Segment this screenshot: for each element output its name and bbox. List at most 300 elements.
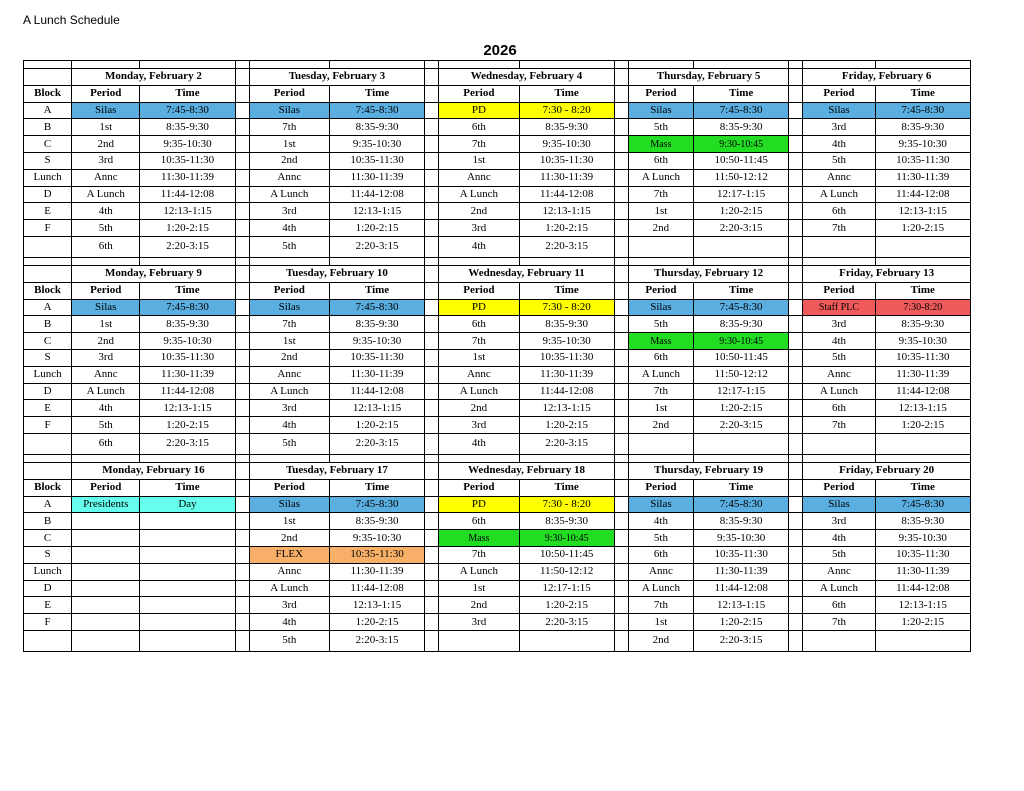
time-cell: 12:13-1:15 <box>140 400 235 417</box>
period-cell: 5th <box>803 349 875 366</box>
period-header: Period <box>72 85 140 102</box>
gap-cell <box>789 152 803 169</box>
time-cell: 2:20-3:15 <box>329 433 424 454</box>
period-cell: 4th <box>439 433 519 454</box>
gap-cell <box>235 614 249 631</box>
gap-cell <box>425 220 439 237</box>
period-cell: Mass <box>628 333 693 350</box>
corner-cell <box>24 69 72 86</box>
time-cell: 11:50-12:12 <box>519 563 614 580</box>
gap-cell <box>425 513 439 530</box>
gap-cell <box>235 383 249 400</box>
time-header: Time <box>329 282 424 299</box>
period-cell: 6th <box>439 316 519 333</box>
period-cell: 7th <box>803 614 875 631</box>
gap-cell <box>789 597 803 614</box>
time-cell: 10:35-11:30 <box>519 349 614 366</box>
time-cell: 10:35-11:30 <box>140 152 235 169</box>
time-cell <box>140 597 235 614</box>
gap-cell <box>235 102 249 119</box>
spacer-cell <box>519 257 614 265</box>
day-heading: Monday, February 2 <box>72 69 236 86</box>
day-heading: Monday, February 9 <box>72 265 236 282</box>
time-cell: 11:30-11:39 <box>329 563 424 580</box>
schedule-row <box>24 236 971 257</box>
period-cell: 1st <box>628 614 693 631</box>
period-cell: Mass <box>628 136 693 153</box>
time-header: Time <box>140 85 235 102</box>
period-cell: Annc <box>72 366 140 383</box>
time-cell: 9:35-10:30 <box>519 136 614 153</box>
gap-cell <box>425 479 439 496</box>
gap-cell <box>614 546 628 563</box>
time-cell: 8:35-9:30 <box>519 513 614 530</box>
time-cell: 11:30-11:39 <box>519 169 614 186</box>
spacer-cell <box>789 257 803 265</box>
period-cell: Annc <box>803 366 875 383</box>
time-cell: 7:45-8:30 <box>694 496 789 513</box>
period-cell: 5th <box>803 546 875 563</box>
day-heading: Tuesday, February 17 <box>249 462 425 479</box>
block-cell: A <box>24 102 72 119</box>
schedule-row <box>24 580 971 597</box>
gap-cell <box>425 462 439 479</box>
time-cell: 9:30-10:45 <box>694 333 789 350</box>
schedule-row <box>24 349 971 366</box>
period-cell: A Lunch <box>72 383 140 400</box>
gap-cell <box>614 299 628 316</box>
corner-cell <box>24 462 72 479</box>
time-cell: 1:20-2:15 <box>140 417 235 434</box>
time-cell: 11:30-11:39 <box>875 169 970 186</box>
schedule-row <box>24 220 971 237</box>
spacer-row <box>24 61 971 69</box>
period-cell: 1st <box>439 349 519 366</box>
time-cell <box>140 513 235 530</box>
time-cell: 11:44-12:08 <box>875 580 970 597</box>
time-cell <box>140 546 235 563</box>
schedule-row <box>24 530 971 547</box>
gap-cell <box>425 119 439 136</box>
period-cell: A Lunch <box>249 580 329 597</box>
period-cell: 2nd <box>249 530 329 547</box>
schedule-row <box>24 299 971 316</box>
gap-cell <box>235 333 249 350</box>
gap-cell <box>614 513 628 530</box>
block-cell: C <box>24 136 72 153</box>
gap-cell <box>614 530 628 547</box>
schedule-row <box>24 630 971 651</box>
period-cell: 2nd <box>249 349 329 366</box>
gap-cell <box>789 462 803 479</box>
day-header-row <box>24 265 971 282</box>
period-cell: 2nd <box>72 333 140 350</box>
time-cell: 2:20-3:15 <box>694 417 789 434</box>
time-cell: 10:35-11:30 <box>329 349 424 366</box>
period-cell: Annc <box>803 563 875 580</box>
spacer-cell <box>803 454 875 462</box>
spacer-cell <box>694 257 789 265</box>
time-cell: 1:20-2:15 <box>140 220 235 237</box>
time-cell: 9:35-10:30 <box>694 530 789 547</box>
time-cell: 9:35-10:30 <box>875 136 970 153</box>
period-cell: 7th <box>439 333 519 350</box>
day-heading: Tuesday, February 10 <box>249 265 425 282</box>
gap-cell <box>789 417 803 434</box>
period-cell: 1st <box>439 152 519 169</box>
time-cell: 1:20-2:15 <box>329 220 424 237</box>
schedule-row <box>24 433 971 454</box>
time-cell: 11:30-11:39 <box>875 563 970 580</box>
period-cell: 7th <box>628 383 693 400</box>
time-cell: 2:20-3:15 <box>329 630 424 651</box>
period-cell: A Lunch <box>249 383 329 400</box>
period-cell: 6th <box>628 152 693 169</box>
time-cell: 7:30-8:20 <box>875 299 970 316</box>
spacer-cell <box>519 454 614 462</box>
period-cell: 5th <box>249 433 329 454</box>
gap-cell <box>425 333 439 350</box>
gap-cell <box>425 433 439 454</box>
time-cell: 7:30 - 8:20 <box>519 496 614 513</box>
time-header: Time <box>694 282 789 299</box>
period-header: Period <box>249 282 329 299</box>
period-cell: 3rd <box>803 119 875 136</box>
time-cell: 1:20-2:15 <box>519 220 614 237</box>
period-cell: A Lunch <box>803 383 875 400</box>
period-cell: PD <box>439 496 519 513</box>
time-cell <box>140 630 235 651</box>
gap-cell <box>789 366 803 383</box>
time-cell: 10:50-11:45 <box>694 152 789 169</box>
time-cell: 1:20-2:15 <box>875 614 970 631</box>
gap-cell <box>789 236 803 257</box>
period-cell <box>439 630 519 651</box>
period-cell: Annc <box>249 169 329 186</box>
gap-cell <box>235 136 249 153</box>
gap-cell <box>789 580 803 597</box>
time-cell: 9:35-10:30 <box>329 136 424 153</box>
block-header: Block <box>24 85 72 102</box>
gap-cell <box>235 400 249 417</box>
period-cell <box>72 563 140 580</box>
schedule-row <box>24 152 971 169</box>
time-cell: 7:45-8:30 <box>694 102 789 119</box>
gap-cell <box>789 513 803 530</box>
spacer-cell <box>249 257 329 265</box>
period-cell: 1st <box>628 400 693 417</box>
day-heading: Friday, February 6 <box>803 69 971 86</box>
block-cell: Lunch <box>24 366 72 383</box>
period-cell: Presidents <box>72 496 140 513</box>
period-cell: 4th <box>249 417 329 434</box>
gap-cell <box>425 530 439 547</box>
time-cell: 2:20-3:15 <box>329 236 424 257</box>
gap-cell <box>614 69 628 86</box>
period-header: Period <box>803 479 875 496</box>
time-cell: 12:17-1:15 <box>694 383 789 400</box>
gap-cell <box>614 417 628 434</box>
period-cell: 2nd <box>439 400 519 417</box>
time-cell: 1:20-2:15 <box>694 614 789 631</box>
gap-cell <box>235 85 249 102</box>
schedule-row <box>24 496 971 513</box>
block-cell: A <box>24 299 72 316</box>
time-cell: 11:44-12:08 <box>694 580 789 597</box>
gap-cell <box>614 349 628 366</box>
gap-cell <box>789 383 803 400</box>
gap-cell <box>614 597 628 614</box>
period-cell: 4th <box>439 236 519 257</box>
gap-cell <box>235 580 249 597</box>
period-cell: 7th <box>439 136 519 153</box>
time-cell: 8:35-9:30 <box>694 119 789 136</box>
block-cell <box>24 433 72 454</box>
gap-cell <box>789 203 803 220</box>
period-header: Period <box>439 479 519 496</box>
time-cell: 10:50-11:45 <box>519 546 614 563</box>
period-cell: Annc <box>628 563 693 580</box>
time-cell: 11:44-12:08 <box>875 383 970 400</box>
gap-cell <box>789 614 803 631</box>
time-cell: 11:44-12:08 <box>329 186 424 203</box>
gap-cell <box>614 630 628 651</box>
gap-cell <box>789 333 803 350</box>
spacer-cell <box>425 454 439 462</box>
period-header: Period <box>803 85 875 102</box>
time-cell: 8:35-9:30 <box>875 316 970 333</box>
time-cell: 9:35-10:30 <box>329 530 424 547</box>
time-cell: 12:13-1:15 <box>875 400 970 417</box>
time-cell: 7:45-8:30 <box>329 102 424 119</box>
spacer-cell <box>803 61 875 69</box>
gap-cell <box>425 597 439 614</box>
time-cell: 7:45-8:30 <box>329 496 424 513</box>
spacer-cell <box>628 454 693 462</box>
schedule-table <box>23 60 971 652</box>
gap-cell <box>235 513 249 530</box>
time-cell: 9:35-10:30 <box>140 333 235 350</box>
time-cell: 1:20-2:15 <box>694 400 789 417</box>
gap-cell <box>614 580 628 597</box>
time-header: Time <box>519 282 614 299</box>
gap-cell <box>235 282 249 299</box>
schedule-row <box>24 513 971 530</box>
schedule-row <box>24 119 971 136</box>
day-header-row <box>24 69 971 86</box>
time-cell: 8:35-9:30 <box>140 316 235 333</box>
period-header: Period <box>249 479 329 496</box>
gap-cell <box>614 119 628 136</box>
spacer-cell <box>628 61 693 69</box>
gap-cell <box>789 479 803 496</box>
time-cell: 2:20-3:15 <box>519 433 614 454</box>
period-cell: Silas <box>249 299 329 316</box>
period-cell: 5th <box>803 152 875 169</box>
gap-cell <box>614 85 628 102</box>
gap-cell <box>789 546 803 563</box>
spacer-cell <box>614 454 628 462</box>
spacer-cell <box>140 454 235 462</box>
period-cell: 2nd <box>628 220 693 237</box>
spacer-cell <box>789 454 803 462</box>
gap-cell <box>614 462 628 479</box>
period-cell: 6th <box>803 597 875 614</box>
gap-cell <box>235 417 249 434</box>
day-header-row <box>24 462 971 479</box>
period-cell: A Lunch <box>803 580 875 597</box>
time-cell <box>875 433 970 454</box>
gap-cell <box>789 220 803 237</box>
day-heading: Wednesday, February 11 <box>439 265 615 282</box>
gap-cell <box>425 136 439 153</box>
gap-cell <box>789 630 803 651</box>
time-cell: 1:20-2:15 <box>329 417 424 434</box>
time-cell: 12:13-1:15 <box>875 203 970 220</box>
time-cell: Day <box>140 496 235 513</box>
spacer-cell <box>235 257 249 265</box>
time-cell: 2:20-3:15 <box>519 614 614 631</box>
time-cell <box>694 433 789 454</box>
block-cell: F <box>24 220 72 237</box>
gap-cell <box>789 563 803 580</box>
period-cell <box>803 236 875 257</box>
gap-cell <box>425 186 439 203</box>
gap-cell <box>614 496 628 513</box>
time-cell: 11:44-12:08 <box>329 580 424 597</box>
spacer-cell <box>140 61 235 69</box>
spacer-cell <box>140 257 235 265</box>
time-cell <box>140 614 235 631</box>
gap-cell <box>614 220 628 237</box>
gap-cell <box>235 119 249 136</box>
time-header: Time <box>329 479 424 496</box>
gap-cell <box>614 366 628 383</box>
period-cell: Staff PLC <box>803 299 875 316</box>
schedule-row <box>24 186 971 203</box>
block-cell: F <box>24 614 72 631</box>
schedule-row <box>24 366 971 383</box>
period-cell: 3rd <box>72 349 140 366</box>
period-cell: 3rd <box>72 152 140 169</box>
gap-cell <box>425 400 439 417</box>
period-cell: Silas <box>72 102 140 119</box>
gap-cell <box>235 433 249 454</box>
gap-cell <box>789 265 803 282</box>
gap-cell <box>425 366 439 383</box>
period-cell <box>628 433 693 454</box>
time-cell: 9:35-10:30 <box>140 136 235 153</box>
time-cell: 9:35-10:30 <box>875 530 970 547</box>
period-cell: Annc <box>249 563 329 580</box>
gap-cell <box>789 282 803 299</box>
time-cell: 11:30-11:39 <box>694 563 789 580</box>
column-header-row <box>24 479 971 496</box>
time-cell: 11:44-12:08 <box>140 383 235 400</box>
period-cell: 4th <box>803 530 875 547</box>
period-cell: 2nd <box>249 152 329 169</box>
block-cell: Lunch <box>24 563 72 580</box>
time-header: Time <box>140 282 235 299</box>
period-cell <box>72 513 140 530</box>
block-cell: Lunch <box>24 169 72 186</box>
period-cell: 3rd <box>249 597 329 614</box>
time-cell: 9:30-10:45 <box>694 136 789 153</box>
spacer-row <box>24 454 971 462</box>
period-cell: Silas <box>628 496 693 513</box>
gap-cell <box>235 316 249 333</box>
spacer-cell <box>24 61 72 69</box>
time-cell: 11:30-11:39 <box>140 169 235 186</box>
day-heading: Thursday, February 5 <box>628 69 789 86</box>
period-cell <box>803 433 875 454</box>
gap-cell <box>425 563 439 580</box>
period-cell: 2nd <box>628 630 693 651</box>
period-cell: 2nd <box>72 136 140 153</box>
gap-cell <box>235 496 249 513</box>
gap-cell <box>789 316 803 333</box>
time-cell: 11:30-11:39 <box>875 366 970 383</box>
gap-cell <box>235 597 249 614</box>
day-heading: Friday, February 20 <box>803 462 971 479</box>
spacer-cell <box>789 61 803 69</box>
gap-cell <box>614 614 628 631</box>
time-header: Time <box>875 282 970 299</box>
time-header: Time <box>875 479 970 496</box>
gap-cell <box>235 265 249 282</box>
time-cell: 12:13-1:15 <box>329 400 424 417</box>
spacer-cell <box>628 257 693 265</box>
time-cell: 8:35-9:30 <box>519 119 614 136</box>
time-cell: 12:13-1:15 <box>694 597 789 614</box>
period-header: Period <box>439 282 519 299</box>
period-cell: 7th <box>249 119 329 136</box>
gap-cell <box>789 530 803 547</box>
period-cell: 3rd <box>439 614 519 631</box>
period-cell: 3rd <box>803 316 875 333</box>
period-cell: A Lunch <box>439 563 519 580</box>
schedule-row <box>24 169 971 186</box>
period-cell: 5th <box>72 417 140 434</box>
time-cell: 11:44-12:08 <box>519 186 614 203</box>
period-cell: Silas <box>803 102 875 119</box>
time-cell: 11:30-11:39 <box>329 366 424 383</box>
period-cell: 4th <box>72 400 140 417</box>
gap-cell <box>789 186 803 203</box>
gap-cell <box>235 152 249 169</box>
time-cell: 1:20-2:15 <box>875 417 970 434</box>
time-cell: 10:35-11:30 <box>875 349 970 366</box>
gap-cell <box>789 136 803 153</box>
period-cell: 1st <box>628 203 693 220</box>
spacer-cell <box>803 257 875 265</box>
time-cell: 10:35-11:30 <box>329 546 424 563</box>
gap-cell <box>614 152 628 169</box>
time-cell: 11:50-12:12 <box>694 366 789 383</box>
spacer-cell <box>694 61 789 69</box>
day-heading: Thursday, February 12 <box>628 265 789 282</box>
period-cell: 3rd <box>439 417 519 434</box>
time-cell: 7:45-8:30 <box>140 102 235 119</box>
time-cell: 8:35-9:30 <box>329 513 424 530</box>
time-cell: 12:13-1:15 <box>140 203 235 220</box>
gap-cell <box>235 546 249 563</box>
time-cell: 11:44-12:08 <box>875 186 970 203</box>
schedule-row <box>24 597 971 614</box>
gap-cell <box>789 400 803 417</box>
schedule-row <box>24 400 971 417</box>
time-cell <box>519 630 614 651</box>
